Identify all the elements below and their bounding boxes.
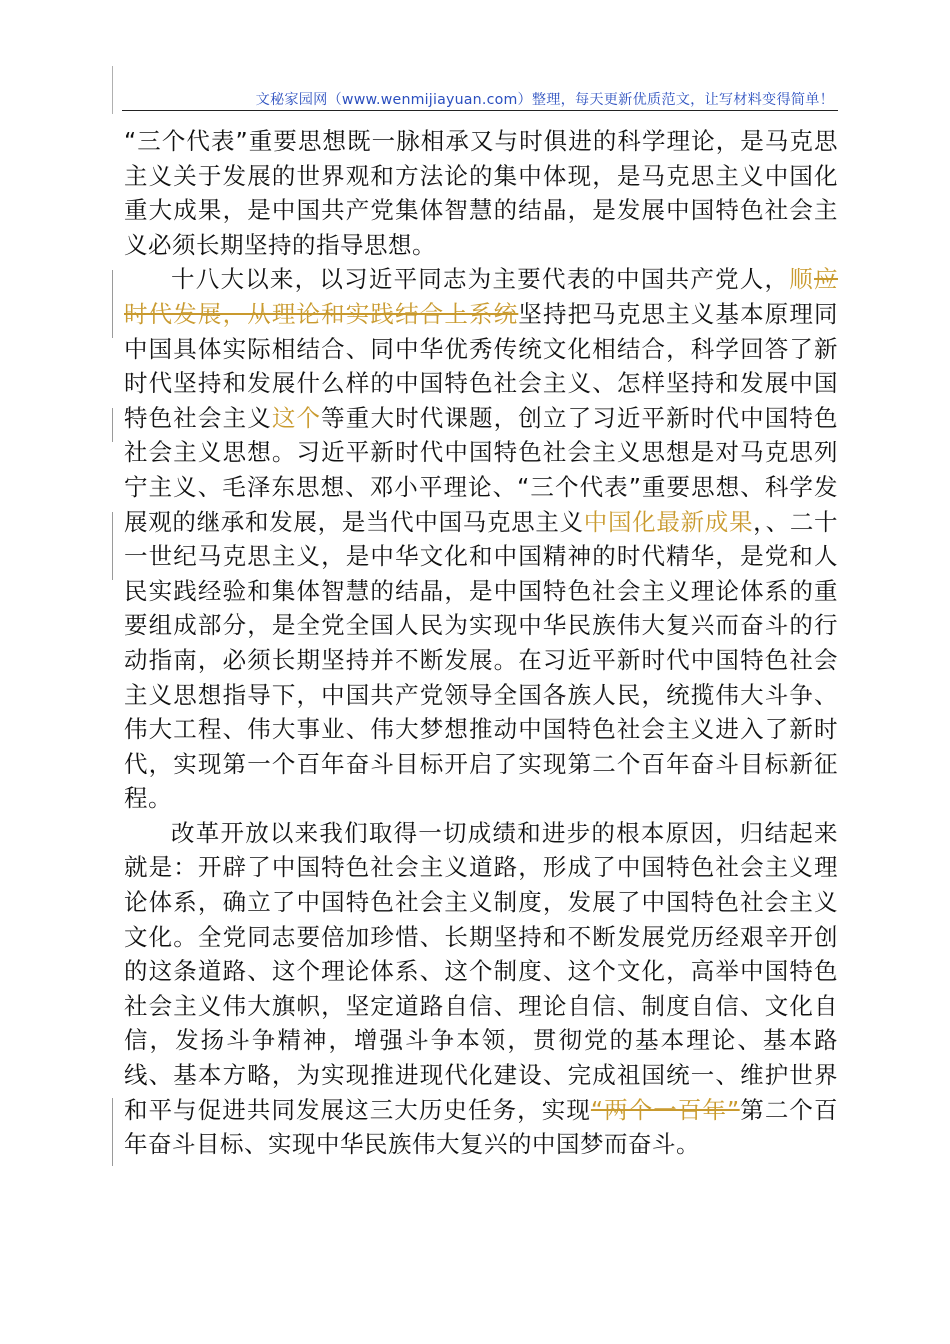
deleted-text: “两个一百年”	[590, 1095, 740, 1124]
inserted-text: 这个	[271, 403, 322, 432]
paragraph-text: 等重大时代课题，创立了习近平新时代中国特色社会主义思想。习近平新时代中国特色社会主义思想是对马克思列宁主义、毛泽东思想、邓小平理论、“三个代表”重要思想、科学发展观的继承和发展，是当代中国马克思主义	[124, 403, 839, 536]
deleted-text: 应时代发展，从理论和实践结合上系统	[124, 265, 839, 328]
document-body	[124, 124, 838, 1162]
paragraph-text: “三个代表”重要思想既一脉相承又与时俱进的科学理论，是马克思主义关于发展的世界观和方法论的集中体现，是马克思主义中国化重大成果，是中国共产党集体智慧的结晶，是发展中国特色社会主义必须长期坚持的指导思想。	[124, 127, 838, 259]
header-margin-line	[112, 66, 113, 114]
paragraph-3	[124, 816, 838, 1162]
change-bar	[112, 1098, 113, 1166]
paragraph-text: 十八大以来，以习近平同志为主要代表的中国共产党人，	[171, 265, 790, 294]
page-header	[122, 84, 838, 111]
inserted-text: 中国化最新成果	[583, 507, 754, 536]
change-bar	[112, 512, 113, 580]
paragraph-text: 坚持把马克思主义基本原理同中国具体实际相结合、同中华优秀传统文化相结合，科学回答了新时代坚持和发展什么样的中国特色社会主义、怎样坚持和发展中国特色社会主义	[124, 299, 839, 432]
paragraph-text: 第二个百年奋斗目标、实现中华民族伟大复兴的中国梦而奋斗。	[124, 1095, 838, 1159]
change-bar	[112, 270, 113, 338]
header-text: 文秘家园网（www.wenmijiayuan.com）整理，每天更新优质范文，让写材料变得简单！	[255, 92, 834, 108]
paragraph-text: 改革开放以来我们取得一切成绩和进步的根本原因，归结起来就是：开辟了中国特色社会主义道路，形成了中国特色社会主义理论体系，确立了中国特色社会主义制度，发展了中国特色社会主义文化。全党同志要倍加珍惜、长期坚持和不断发展党历经艰辛开创的这条道路、这个理论体系、这个制度、这个文化，高举中国特色社会主义伟大旗帜，坚定道路自信、理论自信、制度自信、文化自信，发扬斗争精神，增强斗争本领，贯彻党的基本理论、基本路线、基本方略，为实现推进现代化建设、完成祖国统一、维护世界和平与促进共同发展这三大历史任务，实现	[124, 818, 838, 1124]
change-bar	[112, 408, 113, 442]
paragraph-text: ，、二十一世纪马克思主义，是中华文化和中国精神的时代精华，是党和人民实践经验和集体智慧的结晶，是中国特色社会主义理论体系的重要组成部分，是全党全国人民为实现中华民族伟大复兴而奋斗的行动指南，必须长期坚持并不断发展。在习近平新时代中国特色社会主义思想指导下，中国共产党领导全国各族人民，统揽伟大斗争、伟大工程、伟大事业、伟大梦想推动中国特色社会主义进入了新时代，实现第一个百年奋斗目标开启了实现第二个百年奋斗目标新征程。	[124, 507, 839, 813]
paragraph-2	[124, 262, 838, 816]
paragraph-1	[124, 124, 838, 262]
inserted-text: 顺	[789, 265, 815, 294]
